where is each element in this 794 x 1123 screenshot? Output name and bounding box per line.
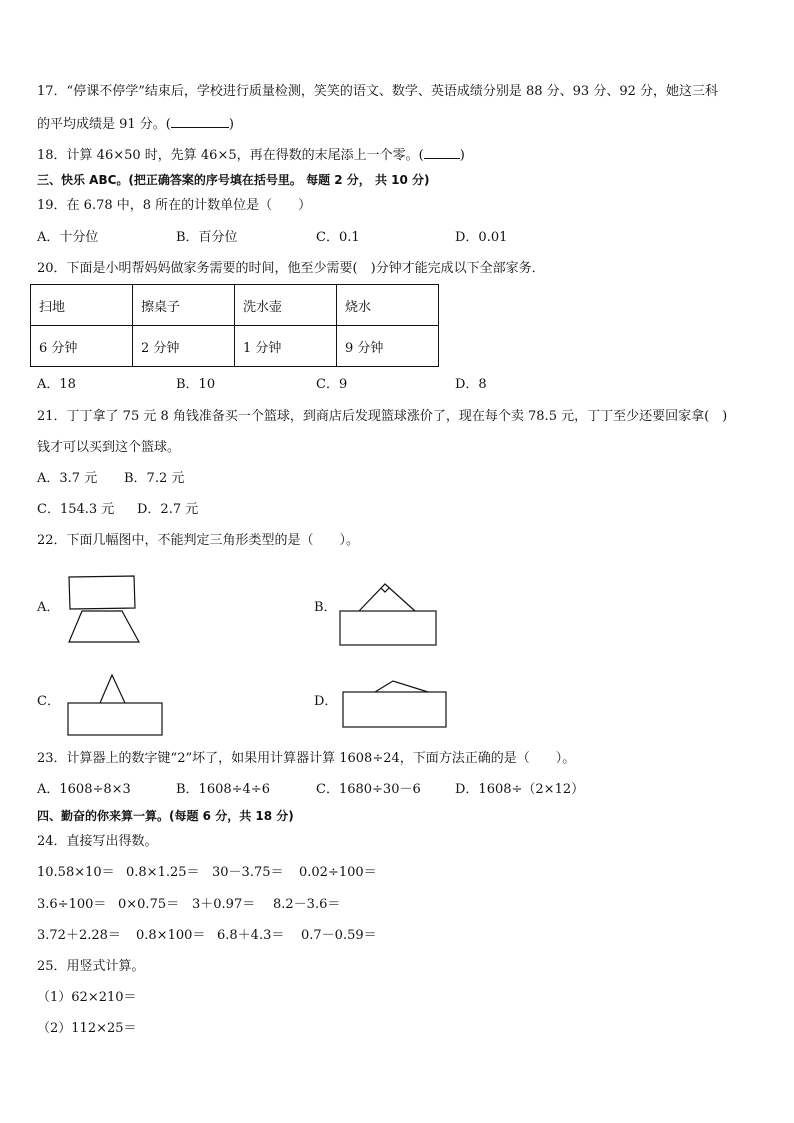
q24-problem[interactable]: 3＋0.97＝ (192, 897, 256, 912)
figure-a[interactable] (69, 576, 139, 642)
figure-b[interactable] (340, 584, 436, 645)
q24-question: 24．直接写出得数。 (37, 834, 158, 849)
q17-line2-text: 的平均成绩是 91 分。( (37, 117, 171, 132)
section-4-heading: 四、勤奋的你来算一算。(每题 6 分，共 18 分) (37, 809, 294, 823)
q19-option-c[interactable]: C．0.1 (316, 230, 360, 245)
q22-option-b-label[interactable]: B． (314, 600, 337, 615)
q17-line1: 17．“停课不停学”结束后，学校进行质量检测，笑笑的语文、数学、英语成绩分别是 88 分、93 分、92 分，她这三科 (37, 84, 718, 99)
table-cell: 2 分钟 (133, 326, 235, 367)
figure-d-triangle (375, 681, 428, 692)
q19-option-a[interactable]: A．十分位 (37, 230, 99, 245)
q20-option-b[interactable]: B．10 (176, 377, 216, 392)
q24-problem[interactable]: 3.72＋2.28＝ (37, 928, 121, 943)
section-3-heading: 三、快乐 ABC。(把正确答案的序号填在括号里。 每题 2 分， 共 10 分) (37, 173, 430, 187)
q24-problem[interactable]: 6.8＋4.3＝ (217, 928, 285, 943)
q24-problem[interactable]: 0.8×1.25＝ (126, 865, 200, 880)
q22-option-d-label[interactable]: D． (314, 694, 338, 709)
table-header-cell: 扫地 (31, 285, 133, 326)
q18-text: 18．计算 46×50 时，先算 46×5，再在得数的末尾添上一个零。( (37, 148, 424, 163)
q21-option-a[interactable]: A．3.7 元 (37, 471, 98, 486)
q21-line1: 21．丁丁拿了 75 元 8 角钱准备买一个篮球，到商店后发现篮球涨价了，现在每个卖 78.5 元，丁丁至少还要回家拿( ) (37, 409, 728, 424)
table-header-cell: 擦桌子 (133, 285, 235, 326)
figure-d-rectangle (343, 692, 446, 727)
q19-option-d[interactable]: D．0.01 (455, 230, 508, 245)
q24-problem[interactable]: 0×0.75＝ (118, 897, 180, 912)
q24-problem[interactable]: 3.6÷100＝ (37, 897, 107, 912)
table-cell: 6 分钟 (31, 326, 133, 367)
figure-c-triangle (100, 675, 125, 703)
q23-option-a[interactable]: A．1608÷8×3 (37, 782, 131, 797)
figure-a-triangle-visible-part (69, 611, 139, 642)
q20-option-c[interactable]: C．9 (316, 377, 348, 392)
q25-question: 25．用竖式计算。 (37, 959, 145, 974)
q24-problem[interactable]: 10.58×10＝ (37, 865, 115, 880)
q17-close-paren: ) (228, 117, 234, 132)
q22-option-c-label[interactable]: C． (37, 694, 60, 709)
q21-option-d[interactable]: D．2.7 元 (137, 502, 199, 517)
q23-option-d[interactable]: D．1608÷（2×12） (455, 782, 585, 797)
q22-option-a-label[interactable]: A． (37, 600, 60, 615)
q21-line2: 钱才可以买到这个篮球。 (37, 440, 181, 455)
q22-question: 22．下面几幅图中，不能判定三角形类型的是（ ）。 (37, 533, 360, 548)
q21-option-b[interactable]: B．7.2 元 (124, 471, 185, 486)
q23-option-b[interactable]: B．1608÷4÷6 (176, 782, 270, 797)
q20-option-a[interactable]: A．18 (37, 377, 76, 392)
q25-item-2[interactable]: （2）112×25＝ (37, 1021, 137, 1036)
q18-close-paren: ) (459, 148, 465, 163)
q24-problem[interactable]: 0.8×100＝ (136, 928, 206, 943)
figure-c-rectangle (68, 703, 162, 735)
q24-problem[interactable]: 0.02÷100＝ (299, 865, 377, 880)
table-header-cell: 洗水壶 (235, 285, 337, 326)
figure-a-rectangle (69, 576, 135, 609)
q19-question: 19．在 6.78 中，8 所在的计数单位是（ ） (37, 198, 312, 213)
figure-b-rectangle (340, 611, 436, 645)
q24-problem[interactable]: 30－3.75＝ (212, 865, 284, 880)
q20-question: 20．下面是小明帮妈妈做家务需要的时间，他至少需要( )分钟才能完成以下全部家务． (37, 261, 545, 276)
q23-question: 23．计算器上的数字键“2”坏了，如果用计算器计算 1608÷24，下面方法正确的是（ ）。 (37, 751, 576, 766)
figure-b-triangle (359, 584, 415, 611)
q20-option-d[interactable]: D．8 (455, 377, 487, 392)
table-cell: 1 分钟 (235, 326, 337, 367)
table-header-cell: 烧水 (337, 285, 439, 326)
figure-c[interactable] (68, 675, 162, 735)
table-cell: 9 分钟 (337, 326, 439, 367)
figure-b-right-angle-mark (381, 588, 389, 592)
figure-d[interactable] (343, 681, 446, 727)
q21-option-c[interactable]: C．154.3 元 (37, 502, 115, 517)
q25-item-1[interactable]: （1）62×210＝ (37, 990, 137, 1005)
q24-problem[interactable]: 0.7－0.59＝ (301, 928, 377, 943)
q19-option-b[interactable]: B．百分位 (176, 230, 238, 245)
q23-option-c[interactable]: C．1680÷30－6 (316, 782, 421, 797)
q24-problem[interactable]: 8.2－3.6＝ (273, 897, 341, 912)
